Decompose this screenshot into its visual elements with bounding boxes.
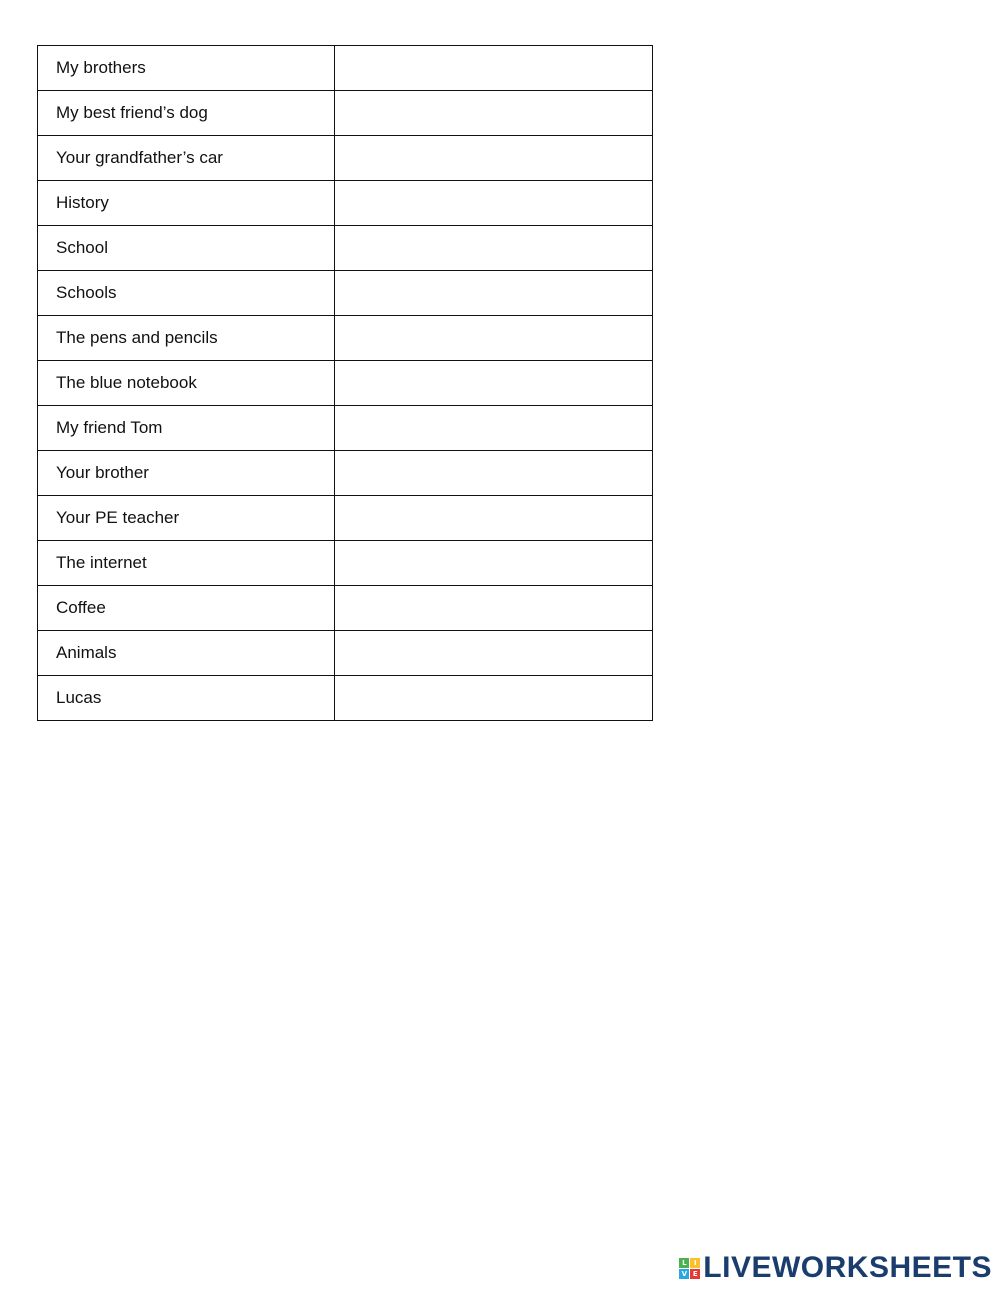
row-label: The internet — [38, 541, 335, 586]
liveworksheets-brand — [679, 1253, 992, 1283]
table-row — [38, 406, 653, 451]
answer-input[interactable] — [335, 361, 652, 405]
table-row — [38, 496, 653, 541]
answer-input[interactable] — [335, 271, 652, 315]
row-label: School — [38, 226, 335, 271]
answer-cell — [335, 496, 653, 541]
answer-cell — [335, 676, 653, 721]
answer-input[interactable] — [335, 316, 652, 360]
row-label: The blue notebook — [38, 361, 335, 406]
row-label: My best friend’s dog — [38, 91, 335, 136]
table-row — [38, 181, 653, 226]
answer-cell — [335, 136, 653, 181]
answer-input[interactable] — [335, 46, 652, 90]
row-label: My brothers — [38, 46, 335, 91]
table-row — [38, 226, 653, 271]
row-label: Your PE teacher — [38, 496, 335, 541]
table-row — [38, 136, 653, 181]
table-row — [38, 46, 653, 91]
row-label: The pens and pencils — [38, 316, 335, 361]
answer-cell — [335, 586, 653, 631]
answer-input[interactable] — [335, 136, 652, 180]
table-row — [38, 631, 653, 676]
row-label: My friend Tom — [38, 406, 335, 451]
answer-cell — [335, 46, 653, 91]
answer-cell — [335, 451, 653, 496]
answer-cell — [335, 361, 653, 406]
answer-cell — [335, 541, 653, 586]
answer-input[interactable] — [335, 496, 652, 540]
table-row — [38, 676, 653, 721]
row-label: Your brother — [38, 451, 335, 496]
table-row — [38, 541, 653, 586]
answer-cell — [335, 226, 653, 271]
answer-input[interactable] — [335, 676, 652, 720]
worksheet-table — [37, 45, 653, 721]
answer-cell — [335, 91, 653, 136]
answer-input[interactable] — [335, 91, 652, 135]
logo-block-v: V — [679, 1269, 689, 1279]
row-label: Your grandfather’s car — [38, 136, 335, 181]
row-label: Lucas — [38, 676, 335, 721]
table-row — [38, 91, 653, 136]
answer-input[interactable] — [335, 181, 652, 225]
logo-block-l: L — [679, 1258, 689, 1268]
answer-input[interactable] — [335, 406, 652, 450]
table-row — [38, 451, 653, 496]
row-label: Coffee — [38, 586, 335, 631]
row-label: History — [38, 181, 335, 226]
table-row — [38, 361, 653, 406]
answer-cell — [335, 316, 653, 361]
answer-input[interactable] — [335, 541, 652, 585]
answer-cell — [335, 631, 653, 676]
row-label: Animals — [38, 631, 335, 676]
answer-input[interactable] — [335, 226, 652, 270]
table-row — [38, 316, 653, 361]
table-row — [38, 271, 653, 316]
answer-cell — [335, 406, 653, 451]
answer-input[interactable] — [335, 586, 652, 630]
table-row — [38, 586, 653, 631]
answer-cell — [335, 181, 653, 226]
row-label: Schools — [38, 271, 335, 316]
logo-block-i: I — [690, 1258, 700, 1268]
answer-input[interactable] — [335, 631, 652, 675]
brand-name: LIVEWORKSHEETS — [703, 1251, 992, 1284]
liveworksheets-logo-icon — [679, 1258, 700, 1279]
answer-cell — [335, 271, 653, 316]
logo-block-e: E — [690, 1269, 700, 1279]
answer-input[interactable] — [335, 451, 652, 495]
